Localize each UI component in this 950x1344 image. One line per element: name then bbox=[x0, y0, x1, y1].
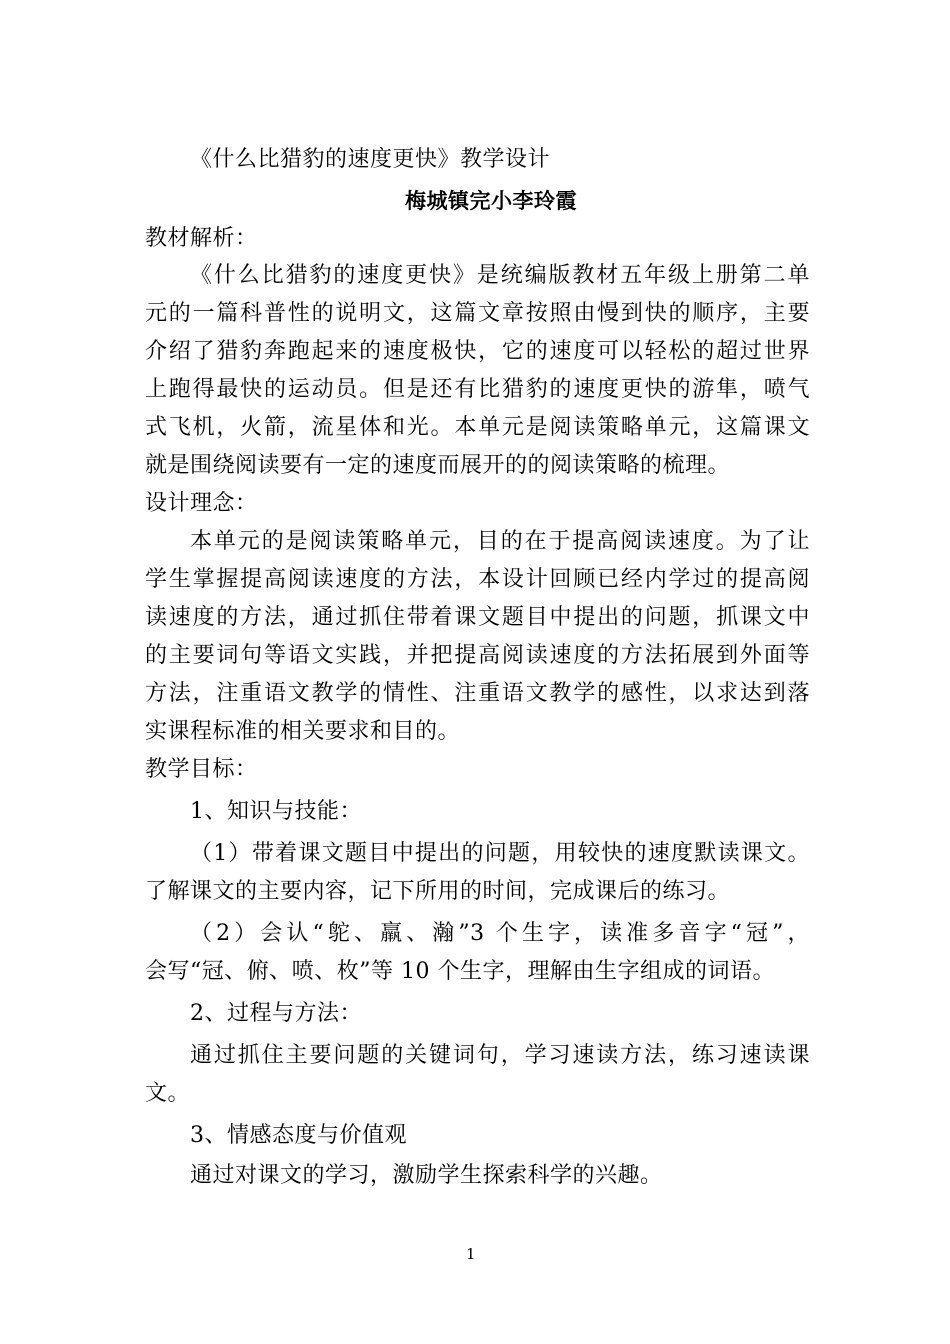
goal-item-line: （2）会认“鸵、羸、瀚”3 个生字，读准多音字“冠”， bbox=[190, 921, 810, 946]
goal-subheading: 2、过程与方法： bbox=[190, 1001, 362, 1026]
goal-subheading: 3、情感态度与价值观 bbox=[190, 1123, 407, 1148]
paragraph-line: 元的一篇科普性的说明文，这篇文章按照由慢到快的顺序，主要 bbox=[145, 301, 810, 326]
paragraph-line: 的主要词句等语文实践，并把提高阅读速度的方法拓展到外面等 bbox=[145, 643, 810, 668]
paragraph-line: 就是围绕阅读要有一定的速度而展开的的阅读策略的梳理。 bbox=[145, 453, 731, 478]
goal-item-line: 通过对课文的学习，激励学生探索科学的兴趣。 bbox=[190, 1163, 663, 1188]
paragraph-line: 本单元的是阅读策略单元，目的在于提高阅读速度。为了让 bbox=[190, 529, 810, 554]
paragraph-line: 式飞机，火箭，流星体和光。本单元是阅读策略单元，这篇课文 bbox=[145, 415, 810, 440]
goal-item-line: （1）带着课文题目中提出的问题，用较快的速度默读课文。 bbox=[190, 841, 810, 866]
section-heading-concept: 设计理念： bbox=[145, 491, 258, 516]
goal-subheading: 1、知识与技能： bbox=[190, 799, 362, 824]
page-number: 1 bbox=[466, 1245, 476, 1263]
section-heading-materials: 教材解析： bbox=[145, 226, 258, 251]
paragraph-line: 方法，注重语文教学的情性、注重语文教学的感性，以求达到落 bbox=[145, 681, 810, 706]
goal-item-line: 会写“冠、俯、喷、枚”等 10 个生字，理解由生字组成的词语。 bbox=[145, 959, 775, 984]
goal-item-line: 文。 bbox=[145, 1081, 191, 1106]
document-title: 《什么比猎豹的速度更快》教学设计 bbox=[190, 147, 551, 172]
goal-item-line: 通过抓住主要问题的关键词句，学习速读方法，练习速读课 bbox=[190, 1043, 810, 1068]
goal-item-line: 了解课文的主要内容，记下所用的时间，完成课后的练习。 bbox=[145, 879, 731, 904]
paragraph-line: 上跑得最快的运动员。但是还有比猎豹的速度更快的游隼，喷气 bbox=[145, 377, 810, 402]
paragraph-line: 读速度的方法，通过抓住带着课文题目中提出的问题，抓课文中 bbox=[145, 605, 810, 630]
paragraph-line: 《什么比猎豹的速度更快》是统编版教材五年级上册第二单 bbox=[190, 263, 810, 288]
document-author: 梅城镇完小李玲霞 bbox=[405, 188, 577, 213]
paragraph-line: 实课程标准的相关要求和目的。 bbox=[145, 719, 461, 744]
section-heading-goals: 教学目标： bbox=[145, 757, 258, 782]
paragraph-line: 介绍了猎豹奔跑起来的速度极快，它的速度可以轻松的超过世界 bbox=[145, 339, 810, 364]
paragraph-line: 学生掌握提高阅读速度的方法，本设计回顾已经内学过的提高阅 bbox=[145, 567, 810, 592]
